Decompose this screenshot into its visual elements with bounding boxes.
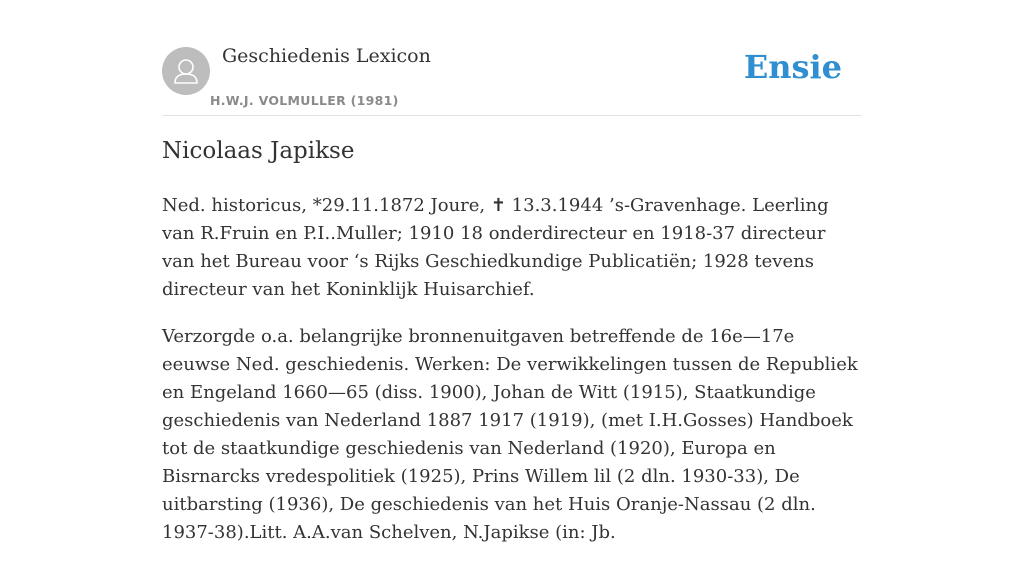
article-title: Nicolaas Japikse: [162, 138, 355, 164]
source-author[interactable]: H.W.J. VOLMULLER (1981): [210, 93, 399, 108]
source-title[interactable]: Geschiedenis Lexicon: [222, 45, 431, 67]
article-paragraph: Verzorgde o.a. belangrijke bronnenuitgaven betreffende de 16e—17e eeuwse Ned. geschiedenis. Werken: De verwikkelingen tussen de Republiek en Engeland 1660—65 (diss. 1900), Johan de Witt (1915), Staatkundige geschiedenis van Nederland 1887 1917 (1919), (met I.H.Gosses) Handboek tot de staatkundige geschiedenis van Nederland (1920), Europa en Bisrnarcks vredespolitiek (1925), Prins Willem lil (2 dln. 1930-33), De uitbarsting (1936), De geschiedenis van het Huis Oranje-Nassau (2 dln. 1937-38).Litt. A.A.van Schelven, N.Japikse (in: Jb.: [162, 326, 858, 543]
article-body: [162, 192, 862, 566]
article-paragraph: Ned. historicus, *29.11.1872 Joure, ✝ 13.3.1944 ’s-Gravenhage. Leerling van R.Fruin en P.I..Muller; 1910 18 onderdirecteur en 1918-37 directeur van het Bureau voor ‘s Rijks Geschiedkundige Publicatiën; 1928 tevens directeur van het Koninklijk Huisarchief.: [162, 195, 829, 300]
user-silhouette-icon: [162, 47, 210, 95]
source-header: [162, 40, 862, 116]
source-avatar[interactable]: [162, 47, 210, 95]
ensie-logo[interactable]: Ensie: [743, 48, 842, 86]
